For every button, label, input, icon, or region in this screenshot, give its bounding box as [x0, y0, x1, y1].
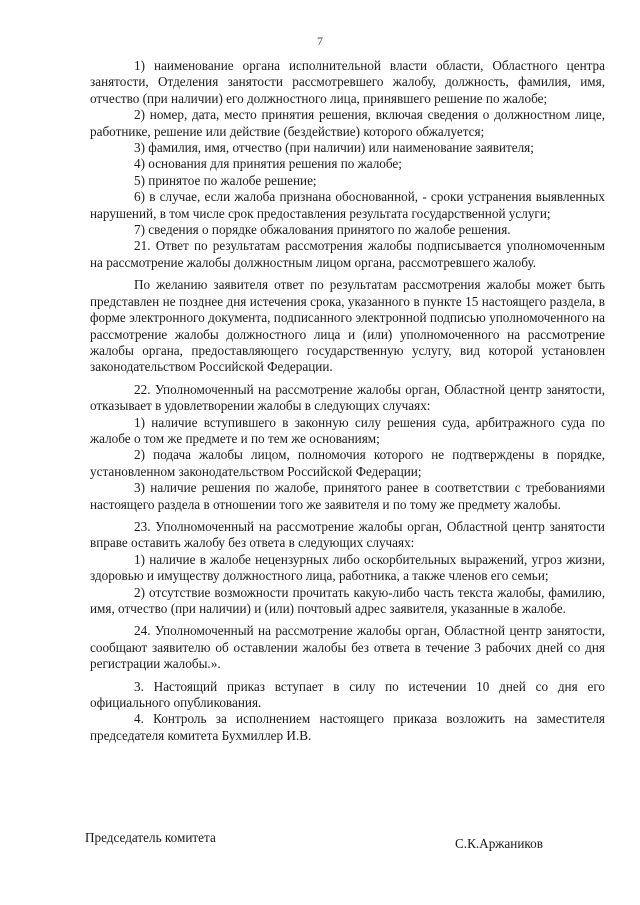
paragraph: 3) фамилия, имя, отчество (при наличии) или наименование заявителя;	[134, 140, 534, 156]
paragraph: 1) наличие вступившего в законную силу решения суда, арбитражного суда по жалобе о том же предмете и по тем же основаниям;	[90, 414, 605, 446]
paragraph: По желанию заявителя ответ по результатам рассмотрения жалобы может быть представлен не позднее дня истечения срока, указанного в пункте 15 настоящего раздела, в форме электронного документа, подписанного электронной подписью уполномоченного на рассмотрение жалобы должностного лица и (или) уполномоченного на рассмотрение жалобы органа, предоставляющего государственную услугу, вид которой установлен законодательством Российской Федерации.	[90, 277, 605, 375]
signatory-position: Председатель комитета	[85, 830, 216, 845]
paragraph: 22. Уполномоченный на рассмотрение жалобы орган, Областной центр занятости, отказывает в удовлетворении жалобы в следующих случаях:	[90, 381, 605, 414]
paragraph: 3) наличие решения по жалобе, принятого ранее в соответствии с требованиями настоящего раздела в отношении того же заявителя и по тому же предмету жалобы.	[90, 480, 605, 512]
page-number: 7	[317, 34, 323, 48]
paragraph: 6) в случае, если жалоба признана обоснованной, - сроки устранения выявленных нарушений, в том числе срок предоставления результата государственной услуги;	[90, 189, 605, 221]
paragraph: 2) подача жалобы лицом, полномочия которого не подтверждены в порядке, установленном законодательством Российской Федерации;	[90, 447, 605, 479]
paragraph: 7) сведения о порядке обжалования принятого по жалобе решения.	[134, 222, 511, 238]
paragraph: 1) наличие в жалобе нецензурных либо оскорбительных выражений, угроз жизни, здоровью и имуществу должностного лица, работника, а также членов его семьи;	[90, 551, 605, 584]
paragraph: 4. Контроль за исполнением настоящего приказа возложить на заместителя председателя комитета Бухмиллер И.В.	[90, 711, 605, 743]
paragraph: 2) отсутствие возможности прочитать какую-либо часть текста жалобы, фамилию, имя, отчество (при наличии) и (или) почтовый адрес заявителя, указанные в жалобе.	[90, 584, 605, 616]
paragraph: 5) принятое по жалобе решение;	[134, 172, 317, 188]
signatory-name: С.К.Аржаников	[455, 836, 543, 851]
paragraph: 3. Настоящий приказ вступает в силу по истечении 10 дней со дня его официального опубликования.	[90, 678, 605, 711]
paragraph: 1) наименование органа исполнительной власти области, Областного центра занятости, Отделения занятости рассмотревшего жалобу, должность, фамилия, имя, отчество (при наличии) его должностного лица, принявшего решение по жалобе;	[90, 58, 605, 106]
document-body	[90, 58, 605, 744]
paragraph: 23. Уполномоченный на рассмотрение жалобы орган, Областной центр занятости вправе оставить жалобу без ответа в следующих случаях:	[90, 518, 605, 551]
paragraph: 4) основания для принятия решения по жалобе;	[134, 156, 402, 172]
paragraph: 24. Уполномоченный на рассмотрение жалобы орган, Областной центр занятости, сообщают заявителю об оставлении жалобы без ответа в течение 3 рабочих дней со дня регистрации жалобы.».	[90, 623, 605, 672]
paragraph: 2) номер, дата, место принятия решения, включая сведения о должностном лице, работнике, решение или действие (бездействие) которого обжалуется;	[90, 107, 605, 139]
paragraph: 21. Ответ по результатам рассмотрения жалобы подписывается уполномоченным на рассмотрение жалобы должностным лицом органа, рассмотревшего жалобу.	[90, 238, 605, 270]
